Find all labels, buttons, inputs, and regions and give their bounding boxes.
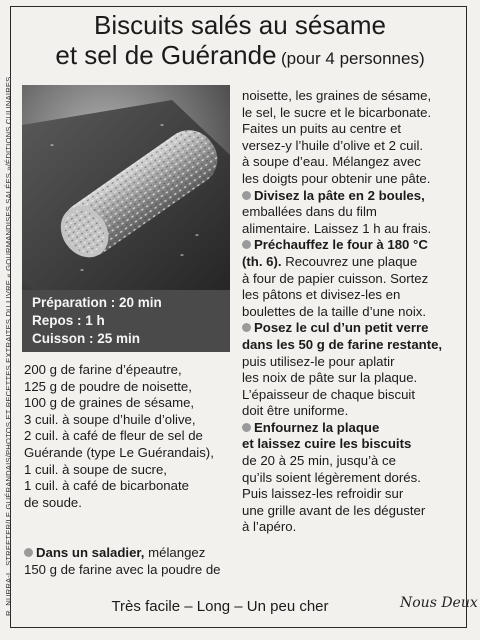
step-3-line: boulettes de la taille d’une noix. (242, 303, 427, 319)
step-4-heading-2: dans les 50 g de farine restante, (242, 336, 443, 352)
step-bullet-icon (24, 548, 33, 557)
step-1-line: le sel, le sucre et le bicarbonate. (242, 104, 432, 120)
step-1-text-line: 150 g de farine avec la poudre de (24, 561, 221, 577)
step-1-line: Faites un puits au centre et (242, 121, 402, 137)
ingredient-item: 1 cuil. à soupe de sucre, (24, 461, 167, 477)
step-1-line: versez-y l’huile d’olive et 2 cuil. (242, 137, 424, 153)
step-4-heading: Posez le cul d’un petit verre (254, 320, 429, 336)
ingredient-item: 3 cuil. à soupe d’huile d’olive, (24, 411, 196, 427)
step-1-line: noisette, les graines de sésame, (242, 88, 432, 103)
step-5-line: une grille avant de les déguster (242, 502, 426, 518)
difficulty-footer: Très facile – Long – Un peu cher (111, 598, 329, 615)
step-1-heading: Dans un saladier, (36, 545, 145, 560)
step-1-start (24, 545, 234, 578)
cooking-time: Cuisson : 25 min (32, 331, 141, 346)
ingredient-item: 100 g de graines de sésame, (24, 395, 195, 411)
step-4-line: les noix de pâte sur la plaque. (242, 370, 418, 386)
step-5-line: à l’apéro. (242, 519, 297, 535)
step-bullet-icon (242, 323, 251, 332)
step-5-line: Puis laissez-les refroidir sur (242, 486, 404, 502)
step-2-line: emballées dans du film (242, 204, 377, 220)
step-5-line: qu’ils soient légèrement dorés. (242, 469, 421, 485)
step-bullet-icon (242, 191, 251, 200)
step-1-text: mélangez (144, 545, 206, 560)
step-3-text: Recouvrez une plaque (281, 253, 418, 269)
step-5-line: de 20 à 25 min, jusqu’à ce (242, 453, 396, 469)
step-5-heading-2: et laissez cuire les biscuits (242, 436, 412, 452)
preparation-time: Préparation : 20 min (32, 295, 162, 310)
step-bullet-icon (242, 240, 251, 249)
step-1-line: à soupe d’eau. Mélangez avec (242, 154, 421, 170)
rest-time: Repos : 1 h (32, 313, 105, 328)
recipe-photo (22, 85, 230, 290)
ingredient-item: 1 cuil. à café de bicarbonate (24, 478, 189, 494)
title-line-1: Biscuits salés au sésame (94, 10, 386, 40)
step-5-heading: Enfournez la plaque (254, 419, 380, 435)
step-3-line: à four de papier cuisson. Sortez (242, 270, 429, 286)
step-3-line: les pâtons et divisez-les en (242, 287, 401, 303)
step-4-line: L’épaisseur de chaque biscuit (242, 386, 416, 402)
step-3-heading-2: (th. 6). (242, 253, 282, 269)
ingredient-item: 2 cuil. à café de fleur de sel de (24, 428, 203, 444)
step-1-line: les doigts pour obtenir une pâte. (242, 170, 431, 186)
step-bullet-icon (242, 423, 251, 432)
recipe-title (30, 10, 450, 75)
ingredient-item: Guérande (type Le Guérandais), (24, 444, 214, 460)
ingredient-item: de soude. (24, 494, 82, 510)
ingredients-list (24, 362, 234, 511)
instructions-column (242, 88, 454, 536)
magazine-logo: Nous Deux (400, 595, 478, 611)
step-4-line: puis utilisez-le pour aplatir (242, 353, 395, 369)
timing-box (22, 290, 230, 352)
step-2-heading: Divisez la pâte en 2 boules, (254, 187, 425, 203)
title-servings: (pour 4 personnes) (280, 49, 425, 68)
biscuit-roll-photo (22, 85, 230, 290)
title-line-2: et sel de Guérande (55, 40, 277, 70)
ingredient-item: 200 g de farine d’épeautre, (24, 362, 182, 377)
step-4-line: doit être uniforme. (242, 403, 349, 419)
photo-credit: R. NURRA-L. STREETER/LE GUÉRANDAIS/PHOTOS ET RECETTES EXTRAITES DU LIVRE « GOURMANDISES SALÉES »/ÉDITIONS CULINAIRES (4, 76, 13, 616)
step-3-heading: Préchauffez le four à 180 °C (254, 237, 428, 253)
ingredient-item: 125 g de poudre de noisette, (24, 378, 192, 394)
step-2-line: alimentaire. Laissez 1 h au frais. (242, 220, 432, 236)
